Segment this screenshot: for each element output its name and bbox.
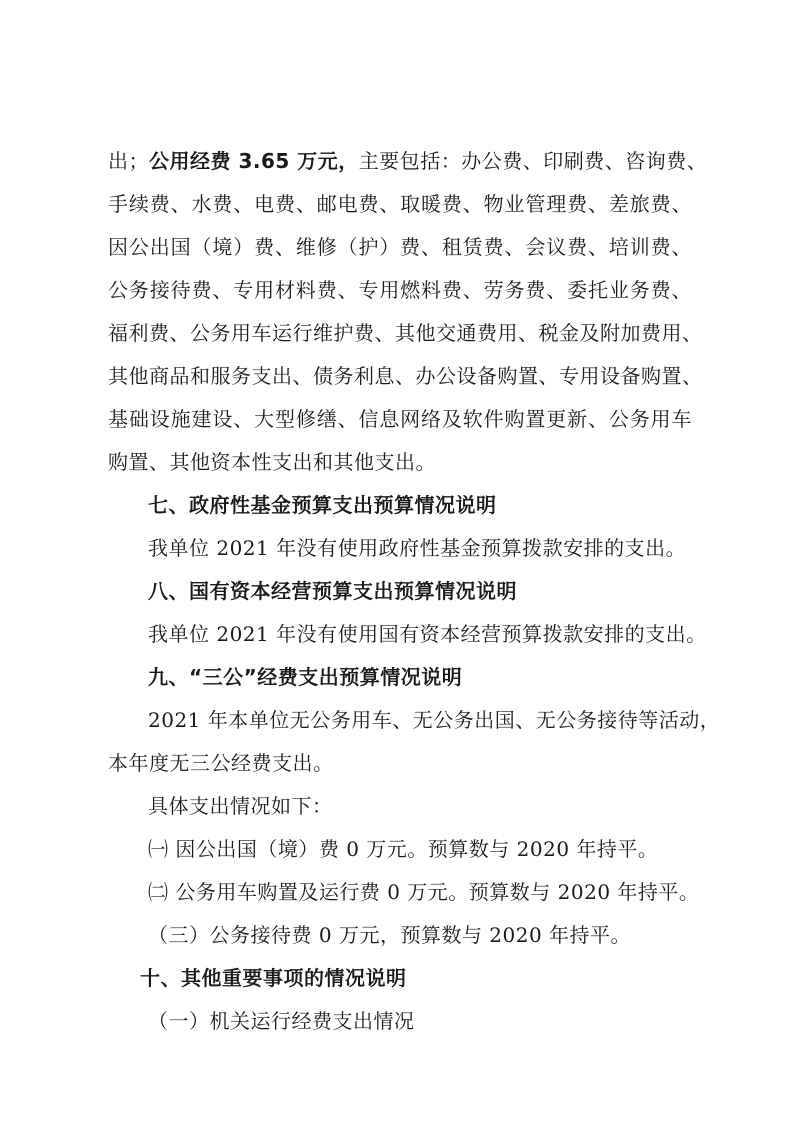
section-10-heading: 十、其他重要事项的情况说明 xyxy=(140,966,407,990)
section-9-heading: 九、“三公”经费支出预算情况说明 xyxy=(148,665,463,689)
section-9-item-1: ㈠ 因公出国（境）费 0 万元。预算数与 2020 年持平。 xyxy=(148,837,659,861)
paragraph-line-8: 购置、其他资本性支出和其他支出。 xyxy=(108,450,436,474)
text-prefix: 出； xyxy=(108,149,149,173)
section-9-body-line-2: 本年度无三公经费支出。 xyxy=(108,751,334,775)
section-9-item-3: （三）公务接待费 0 万元，预算数与 2020 年持平。 xyxy=(148,923,632,947)
paragraph-line-2: 手续费、水费、电费、邮电费、取暖费、物业管理费、差旅费、 xyxy=(108,192,692,216)
paragraph-line-4: 公务接待费、专用材料费、专用燃料费、劳务费、委托业务费、 xyxy=(108,278,692,302)
paragraph-line-3: 因公出国（境）费、维修（护）费、租赁费、会议费、培训费、 xyxy=(108,235,692,259)
section-7-body: 我单位 2021 年没有使用政府性基金预算拨款安排的支出。 xyxy=(148,536,687,560)
section-9-item-2: ㈡ 公务用车购置及运行费 0 万元。预算数与 2020 年持平。 xyxy=(148,880,700,904)
paragraph-line-6: 其他商品和服务支出、债务利息、办公设备购置、专用设备购置、 xyxy=(108,364,703,388)
section-8-heading: 八、国有资本经营预算支出预算情况说明 xyxy=(148,579,517,603)
text-suffix: 主要包括：办公费、印刷费、咨询费、 xyxy=(358,149,708,173)
section-10-sub-heading: （一）机关运行经费支出情况 xyxy=(148,1009,415,1033)
public-expense-amount: 公用经费 3.65 万元， xyxy=(149,149,359,173)
section-8-body: 我单位 2021 年没有使用国有资本经营预算拨款安排的支出。 xyxy=(148,622,707,646)
paragraph-line-1 xyxy=(108,147,708,175)
section-7-heading: 七、政府性基金预算支出预算情况说明 xyxy=(148,493,497,517)
section-9-detail-intro: 具体支出情况如下： xyxy=(148,794,333,818)
paragraph-line-7: 基础设施建设、大型修缮、信息网络及软件购置更新、公务用车 xyxy=(108,407,692,431)
paragraph-line-5: 福利费、公务用车运行维护费、其他交通费用、税金及附加费用、 xyxy=(108,321,703,345)
section-9-body-line-1: 2021 年本单位无公务用车、无公务出国、无公务接待等活动， xyxy=(148,708,721,732)
